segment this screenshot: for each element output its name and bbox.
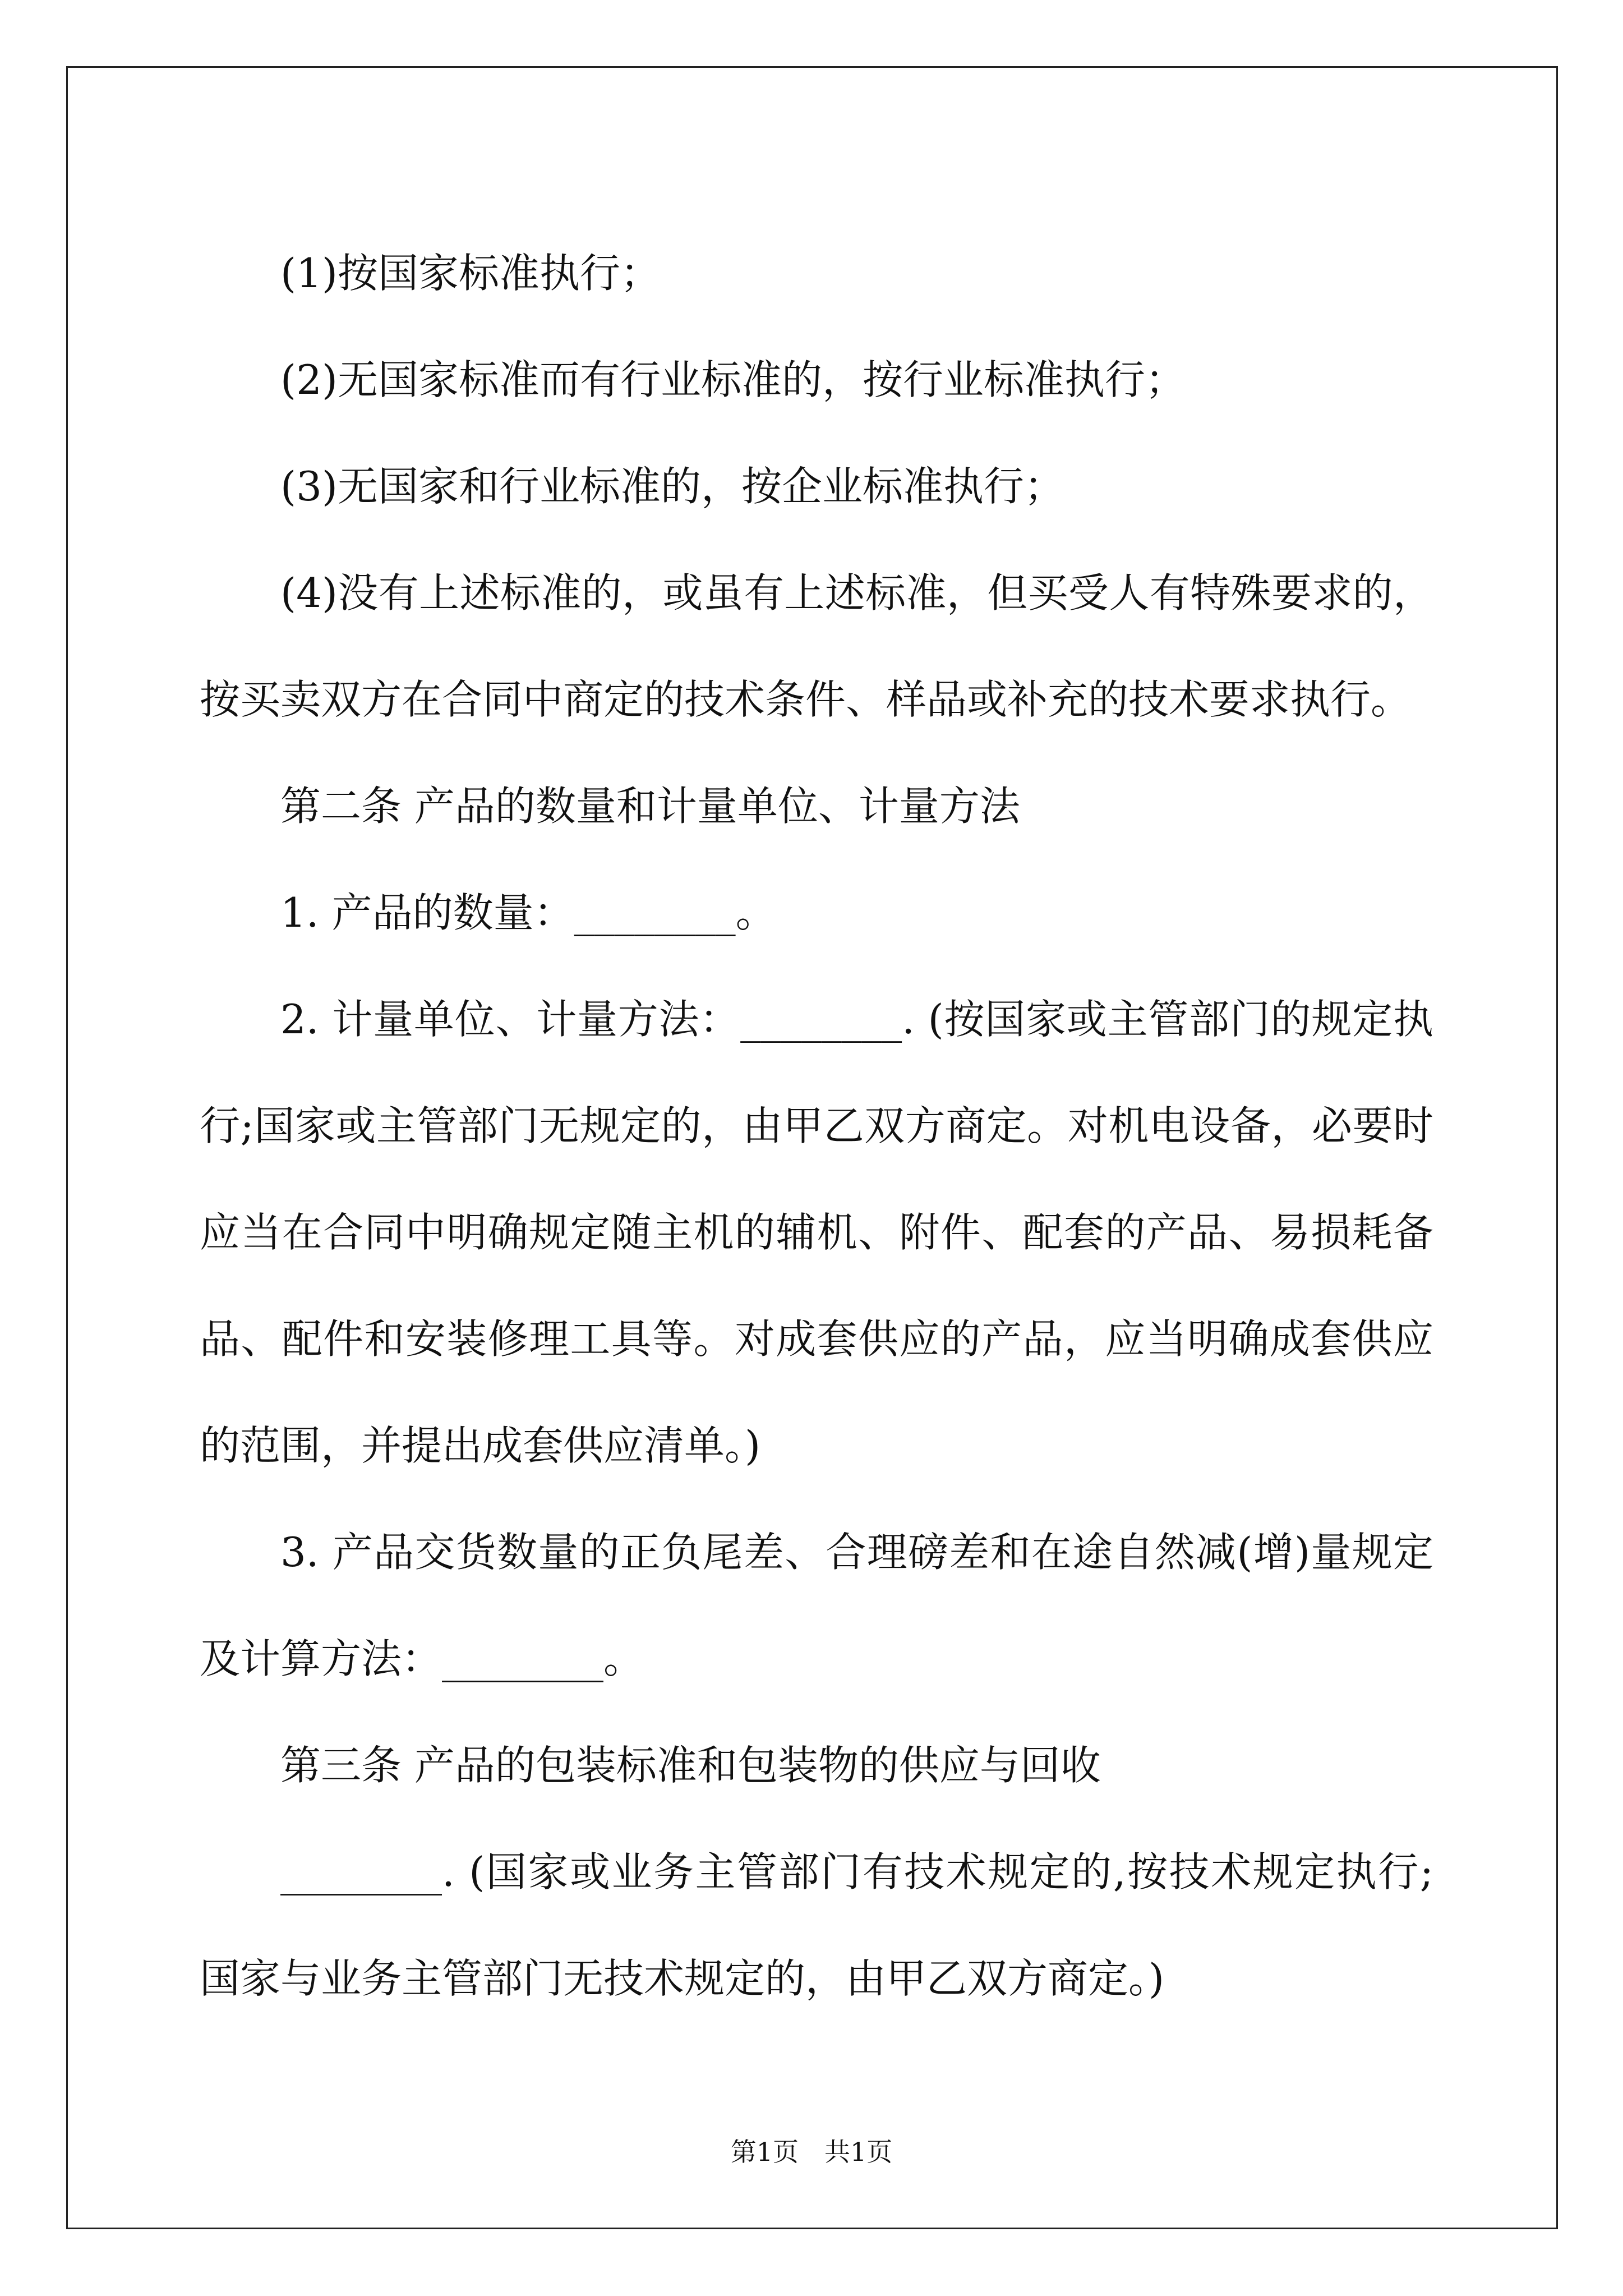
paragraph-standard-2: (2)无国家标准而有行业标准的，按行业标准执行； (280, 356, 1186, 403)
paragraph-standard-3: (3)无国家和行业标准的，按企业标准执行； (280, 463, 1064, 510)
document-body (200, 220, 1433, 2032)
paragraph-standard-1: (1)按国家标准执行； (280, 250, 661, 297)
page-footer: 第1页 共1页 (730, 2137, 893, 2167)
article-2-heading: 第二条 产品的数量和计量单位、计量方法 (280, 783, 1020, 830)
paragraph-measurement: 2. 计量单位、计量方法：________. (按国家或主管部门的规定执行;国家或主管部门无规定的，由甲乙双方商定。对机电设备，必要时应当在合同中明确规定随主机的辅机、附件、配套的产品、易损耗备品、配件和安装修理工具等。对成套供应的产品，应当明确成套供应的范围，并提出成套供应清单。) (200, 996, 1433, 1469)
paragraph-packaging: ________. (国家或业务主管部门有技术规定的,按技术规定执行;国家与业务主管部门无技术规定的，由甲乙双方商定。) (200, 1848, 1433, 2002)
paragraph-standard-4: (4)没有上述标准的，或虽有上述标准，但买受人有特殊要求的，按买卖双方在合同中商定的技术条件、样品或补充的技术要求执行。 (200, 569, 1433, 723)
article-3-heading: 第三条 产品的包装标准和包装物的供应与回收 (280, 1742, 1101, 1789)
paragraph-tolerance: 3. 产品交货数量的正负尾差、合理磅差和在途自然减(增)量规定及计算方法：________。 (200, 1529, 1433, 1682)
paragraph-quantity: 1. 产品的数量：________。 (280, 889, 776, 936)
